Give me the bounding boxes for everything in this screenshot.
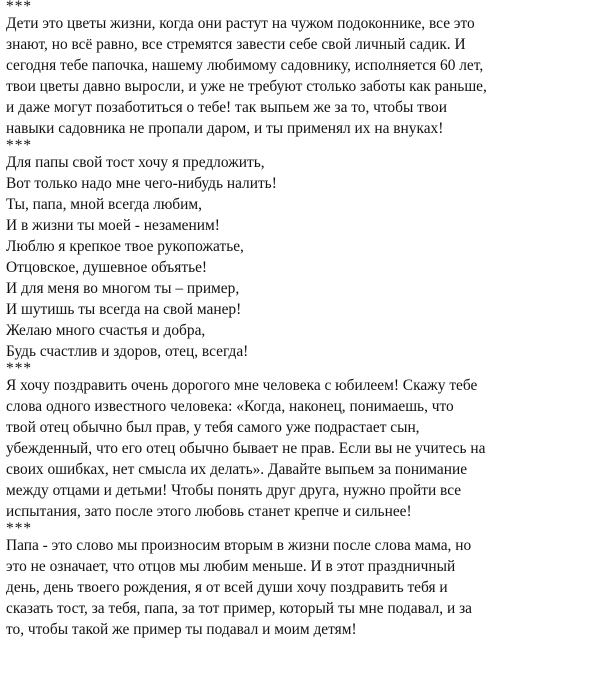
poem-line: И шутишь ты всегда на свой манер! [6,301,242,318]
text-line: твои цветы давно выросли, и уже не требуют столько заботы как раньше, [6,78,487,95]
text-line: испытания, зато после этого любовь станет крепче и сильнее! [6,503,412,520]
text-line: между отцами и детьми! Чтобы понять друг друга, нужно пройти все [6,482,462,499]
toast-section-3 [6,362,612,522]
section-separator: *** [6,137,33,154]
text-line: слова одного известного человека: «Когда, наконец, понимаешь, что [6,398,454,415]
poem-line: Желаю много счастья и добра, [6,322,206,339]
poem-line: И в жизни ты моей - незаменим! [6,217,220,234]
section-separator: *** [6,360,33,377]
section-separator: *** [6,0,33,15]
text-line: своих ошибках, нет смысла их делать». Давайте выпьем за понимание [6,461,468,478]
text-line: день, день твоего рождения, я от всей души хочу поздравить тебя и [6,579,448,596]
poem-line: Для папы свой тост хочу я предложить, [6,154,265,171]
text-line: Дети это цветы жизни, когда они растут на чужом подоконнике, все это [6,15,475,32]
text-line: то, чтобы такой же пример ты подавал и моим детям! [6,621,357,638]
section-separator: *** [6,520,33,537]
text-line: Я хочу поздравить очень дорогого мне человека с юбилеем! Скажу тебе [6,377,478,394]
text-line: это не означает, что отцов мы любим меньше. И в этот праздничный [6,558,456,575]
text-line: сказать тост, за тебя, папа, за тот пример, который ты мне подавал, и за [6,600,472,617]
text-line: и даже могут позаботиться о тебе! так выпьем же за то, чтобы твои [6,99,447,116]
text-line: убежденный, что его отец обычно бывает не прав. Если вы не учитесь на [6,440,486,457]
poem-line: И для меня во многом ты – пример, [6,280,240,297]
text-line: Папа - это слово мы произносим вторым в жизни после слова мама, но [6,537,472,554]
text-line: сегодня тебе папочка, нашему любимому садовнику, исполняется 60 лет, [6,57,484,74]
toast-section-1 [6,0,612,139]
text-line: знают, но всё равно, все стремятся завести себе свой личный садик. И [6,36,466,53]
poem-line: Ты, папа, мной всегда любим, [6,196,202,213]
text-line: навыки садовника не пропали даром, и ты применял их на внуках! [6,120,444,137]
poem-line: Будь счастлив и здоров, отец, всегда! [6,343,249,360]
poem-line: Отцовское, душевное объятье! [6,259,208,276]
document-page [6,0,612,640]
text-line: твой отец обычно был прав, у тебя самого уже подрастает сын, [6,419,420,436]
poem-line: Вот только надо мне чего-нибудь налить! [6,175,277,192]
poem-line: Люблю я крепкое твое рукопожатье, [6,238,244,255]
toast-section-4 [6,522,612,640]
toast-section-2 [6,139,612,362]
